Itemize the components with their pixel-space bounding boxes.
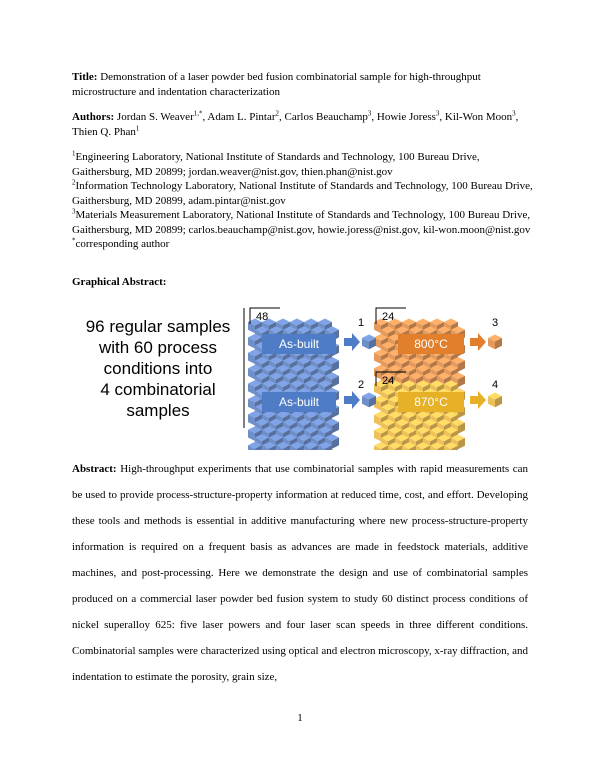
abstract bbox=[72, 456, 528, 690]
affiliation-entry bbox=[72, 237, 542, 252]
title-text: Demonstration of a laser powder bed fusion combinatorial sample for high-throughput microstructure and indentation characterization bbox=[72, 71, 481, 98]
summary-line-5: samples bbox=[126, 401, 190, 420]
sample-number-4: 4 bbox=[492, 379, 499, 391]
single-cube-4 bbox=[488, 393, 502, 408]
affiliation-entry bbox=[72, 150, 542, 179]
affiliation-entry bbox=[72, 179, 542, 208]
single-cube-1 bbox=[362, 335, 376, 350]
author-affiliation-marker: 3 bbox=[512, 109, 516, 118]
arrow-row-1 bbox=[344, 333, 360, 351]
as-built-text-top: As-built bbox=[278, 337, 320, 351]
single-cube-2 bbox=[362, 393, 376, 408]
title-label: Title: bbox=[72, 71, 98, 83]
label-800c-text: 800°C bbox=[414, 337, 448, 351]
affiliations bbox=[72, 150, 542, 252]
affiliation-text: Information Technology Laboratory, National Institute of Standards and Technology, 100 Bureau Drive, Gaithersburg, MD 20899, adam.pintar@nist.gov bbox=[72, 180, 533, 207]
author-name: Adam L. Pintar bbox=[205, 111, 276, 123]
sample-number-2: 2 bbox=[358, 379, 365, 391]
graphical-abstract-heading: Graphical Abstract: bbox=[72, 276, 167, 288]
author-list bbox=[72, 110, 542, 140]
summary-text-block bbox=[86, 317, 231, 420]
affiliation-text: Engineering Laboratory, National Institute of Standards and Technology, 100 Bureau Drive, Gaithersburg, MD 20899; jordan.weaver@nist.gov, thien.phan@nist.gov bbox=[72, 151, 480, 178]
affiliation-marker: 3 bbox=[72, 207, 76, 216]
summary-line-1: 96 regular samples bbox=[85, 317, 231, 336]
affiliation-text: corresponding author bbox=[75, 238, 170, 250]
affiliation-text: Materials Measurement Laboratory, National Institute of Standards and Technology, 100 Bureau Drive, Gaithersburg, MD 20899; carlos.beauchamp@nist.gov, howie.joress@nist.gov, kil-won.moon@nist.gov bbox=[72, 209, 531, 236]
author-name: Howie Joress bbox=[374, 111, 436, 123]
paper-title bbox=[72, 70, 542, 100]
author-name: Jordan S. Weaver bbox=[116, 111, 194, 123]
author-affiliation-marker: 3 bbox=[435, 109, 440, 118]
author-affiliation-marker: 1 bbox=[135, 124, 140, 133]
author-affiliation-marker: 3 bbox=[367, 109, 372, 118]
summary-line-3: conditions into bbox=[103, 359, 213, 378]
as-built-text-bottom: As-built bbox=[278, 395, 320, 409]
affiliation-marker: * bbox=[72, 236, 76, 245]
authors-label: Authors: bbox=[72, 111, 115, 123]
arrow-row-2 bbox=[344, 391, 360, 409]
arrow-row-4 bbox=[470, 391, 486, 409]
abstract-text: High-throughput experiments that use combinatorial samples with rapid measurements can be used to provide process-structure-property information at reduced time, cost, and effort. Developing these tools and methods is essential in additive manufacturing where new process-structure-property information is required on a frequent basis as advances are made in feedstock materials, additive machines, and post-processing. Here we demonstrate the design and use of combinatorial samples produced on a commercial laser powder bed fusion system to study 60 distinct process conditions of nickel superalloy 625: five laser powers and four laser scan speeds in three different conditions. Combinatorial samples were characterized using optical and electron microscopy, x-ray diffraction, and indentation to estimate the porosity, grain size, bbox=[72, 463, 529, 683]
author-affiliation-marker: 2 bbox=[275, 109, 280, 118]
authors-names: Jordan S. Weaver$^{1,*}$, Adam L. Pintar$^2$, Carlos Beauchamp$^3$, Howie Joress$^3$, Kil-Won Moon$^3$, Thien Q. Phan$^1$ bbox=[72, 109, 519, 138]
author-name: Thien Q. Phan bbox=[72, 126, 136, 138]
page-number: 1 bbox=[297, 712, 303, 724]
label-870c-text: 870°C bbox=[414, 395, 448, 409]
author-affiliation-marker: 1,* bbox=[193, 109, 203, 118]
arrow-row-3 bbox=[470, 333, 486, 351]
sample-number-1: 1 bbox=[358, 317, 365, 329]
affiliation-marker: 2 bbox=[72, 178, 76, 187]
author-name: Kil-Won Moon bbox=[442, 111, 513, 123]
count-treated-top: 24 bbox=[382, 311, 395, 323]
count-treated-bottom: 24 bbox=[382, 375, 395, 387]
abstract-label: Abstract: bbox=[72, 463, 117, 475]
summary-line-4: 4 combinatorial bbox=[100, 380, 216, 399]
author-name: Carlos Beauchamp bbox=[281, 111, 368, 123]
870c-cube-grid bbox=[374, 381, 465, 451]
graphical-abstract-figure bbox=[72, 300, 532, 450]
summary-line-2: with 60 process bbox=[98, 338, 218, 357]
affiliation-marker: 1 bbox=[72, 149, 76, 158]
sample-number-3: 3 bbox=[492, 317, 499, 329]
affiliation-entry bbox=[72, 208, 542, 237]
count-main: 48 bbox=[256, 311, 269, 323]
single-cube-3 bbox=[488, 335, 502, 350]
